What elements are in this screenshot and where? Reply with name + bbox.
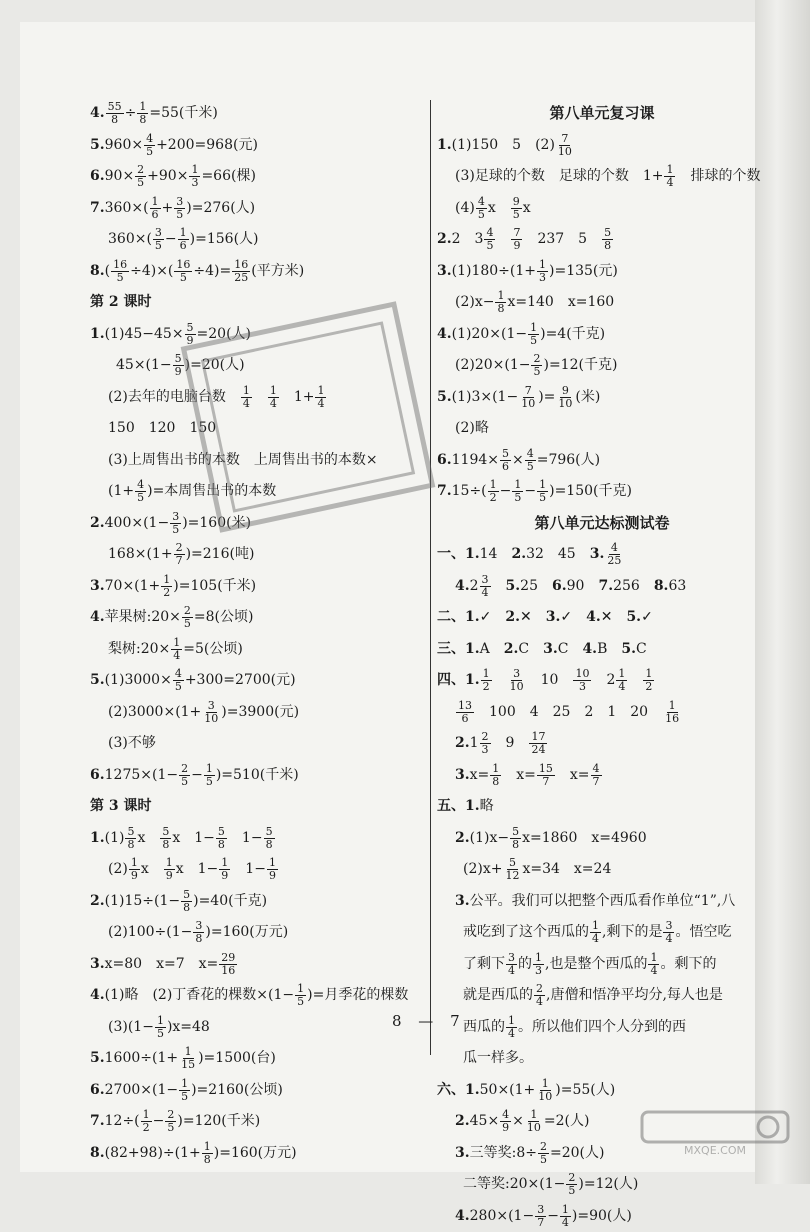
fraction: $\frac{55}{8}$ xyxy=(106,101,124,126)
fraction: $\frac{1}{4}$ xyxy=(315,385,326,410)
fraction: $\frac{1}{2}$ xyxy=(161,574,172,599)
fraction: $\frac{1}{8}$ xyxy=(490,763,501,788)
answer-line-r31: 瓜一样多。 xyxy=(437,1043,767,1075)
answer-line-r7: (2)x− $\frac{1}{8}$ x=140 x=160 xyxy=(437,287,767,319)
answer-line-r9: (2)20×(1− $\frac{2}{5}$ )=12(千克) xyxy=(437,350,767,382)
fraction: $\frac{3}{4}$ xyxy=(506,952,517,977)
answer-line-r8: 4. (1)20×(1− $\frac{1}{5}$ )=4(千克) xyxy=(437,319,767,351)
answer-line-l13: (1+ $\frac{4}{5}$ )=本周售出书的本数 xyxy=(90,476,425,508)
answer-line-r13: 7. 15÷( $\frac{1}{2}$ − $\frac{1}{5}$ − $\frac{1}{5}$ )=150(千克) xyxy=(437,476,767,508)
fraction: $\frac{3}{4}$ xyxy=(663,920,674,945)
fraction: $\frac{16}{25}$ xyxy=(232,259,250,284)
fraction: $\frac{7}{10}$ xyxy=(519,385,537,410)
answer-line-r4: (4) $\frac{4}{5}$ x $\frac{9}{5}$ x xyxy=(437,193,767,225)
fraction: $\frac{5}{9}$ xyxy=(185,322,196,347)
fraction: $\frac{2}{5}$ xyxy=(165,1109,176,1134)
fraction: $\frac{5}{8}$ xyxy=(125,826,136,851)
answer-line-l16: 3. 70×(1+ $\frac{1}{2}$ )=105(千米) xyxy=(90,571,425,603)
fraction: $\frac{9}{5}$ xyxy=(511,196,522,221)
answer-line-r30: 西瓜的 $\frac{1}{4}$ 。所以他们四个人分到的西 xyxy=(437,1012,767,1044)
answer-line-l34: 8. (82+98)÷(1+ $\frac{1}{8}$ )=160(万元) xyxy=(90,1138,425,1170)
answer-line-l24: 1. (1) $\frac{5}{8}$ x $\frac{5}{8}$ x 1− $\frac{5}{8}$ 1− $\frac{5}{8}$ xyxy=(90,823,425,855)
fraction: $\frac{1}{5}$ xyxy=(204,763,215,788)
fraction: $\frac{2}{4}$ xyxy=(534,983,545,1008)
svg-text:MXQE.COM: MXQE.COM xyxy=(684,1144,746,1157)
answer-line-r14: 第八单元达标测试卷 xyxy=(437,508,767,540)
answer-line-r27: 戒吃到了这个西瓜的 $\frac{1}{4}$ ,剩下的是 $\frac{3}{4}$ 。悟空吃 xyxy=(437,917,767,949)
answer-line-r26: 3. 公平。我们可以把整个西瓜看作单位“1”,八 xyxy=(437,886,767,918)
fraction: $\frac{5}{8}$ xyxy=(181,889,192,914)
answer-line-r34: 3. 三等奖:8÷ $\frac{2}{5}$ =20(人) xyxy=(437,1138,767,1170)
fraction: $\frac{16}{5}$ xyxy=(174,259,192,284)
watermark-logo xyxy=(640,1110,790,1158)
answer-line-r36: 4. 280×(1− $\frac{3}{7}$ − $\frac{1}{4}$ )=90(人) xyxy=(437,1201,767,1232)
fraction: $\frac{3}{5}$ xyxy=(153,227,164,252)
answer-line-l30: (3)(1− $\frac{1}{5}$ )x=48 xyxy=(90,1012,425,1044)
answer-line-l7: 第 2 课时 xyxy=(90,287,425,319)
fraction: $\frac{1}{4}$ xyxy=(506,1015,517,1040)
fraction: $\frac{4}{5}$ xyxy=(144,133,155,158)
answer-line-r16: 4. 2 $\frac{3}{4}$ 5. 25 6. 90 7. 256 8. 63 xyxy=(437,571,767,603)
fraction: $\frac{4}{5}$ xyxy=(135,479,146,504)
answer-line-l20: (2)3000×(1+ $\frac{3}{10}$ )=3900(元) xyxy=(90,697,425,729)
fraction: $\frac{1}{4}$ xyxy=(560,1204,571,1229)
answer-line-r25: (2)x+ $\frac{5}{12}$ x=34 x=24 xyxy=(437,854,767,886)
fraction: $\frac{2}{3}$ xyxy=(480,731,491,756)
answer-line-l32: 6. 2700×(1− $\frac{1}{5}$ )=2160(公顷) xyxy=(90,1075,425,1107)
fraction: $\frac{29}{16}$ xyxy=(219,952,237,977)
fraction: $\frac{1}{2}$ xyxy=(481,668,492,693)
answer-line-l5: 360×( $\frac{3}{5}$ − $\frac{1}{6}$ )=156(人) xyxy=(90,224,425,256)
answer-line-r19: 四、1. $\frac{1}{2}$ $\frac{3}{10}$ 10 $\frac{10}{3}$ 2 $\frac{1}{4}$ $\frac{1}{2}$ xyxy=(437,665,767,697)
answer-line-l2: 5. 960× $\frac{4}{5}$ +200=968(元) xyxy=(90,130,425,162)
answer-line-r23: 五、1. 略 xyxy=(437,791,767,823)
answer-line-l10: (2)去年的电脑台数 $\frac{1}{4}$ $\frac{1}{4}$ 1+ $\frac{1}{4}$ xyxy=(90,382,425,414)
fraction: $\frac{1}{6}$ xyxy=(178,227,189,252)
answer-line-l29: 4. (1)略 (2)丁香花的棵数×(1− $\frac{1}{5}$ )=月季花的棵数 xyxy=(90,980,425,1012)
fraction: $\frac{3}{4}$ xyxy=(480,574,491,599)
column-divider xyxy=(430,100,431,1055)
fraction: $\frac{3}{10}$ xyxy=(508,668,526,693)
fraction: $\frac{4}{7}$ xyxy=(591,763,602,788)
answer-line-l28: 3. x=80 x=7 x= $\frac{29}{16}$ xyxy=(90,949,425,981)
fraction: $\frac{4}{5}$ xyxy=(476,196,487,221)
answer-line-r6: 3. (1)180÷(1+ $\frac{1}{3}$ )=135(元) xyxy=(437,256,767,288)
answer-line-r24: 2. (1)x− $\frac{5}{8}$ x=1860 x=4960 xyxy=(437,823,767,855)
answer-line-r5: 2. 2 3 $\frac{4}{5}$ $\frac{7}{9}$ 237 5 $\frac{5}{8}$ xyxy=(437,224,767,256)
fraction: $\frac{13}{6}$ xyxy=(456,700,474,725)
fraction: $\frac{1}{8}$ xyxy=(202,1141,213,1166)
fraction: $\frac{1}{5}$ xyxy=(295,983,306,1008)
answer-line-r20: $\frac{13}{6}$ 100 4 25 2 1 20 $\frac{1}{16}$ xyxy=(437,697,767,729)
answer-line-r1: 第八单元复习课 xyxy=(437,98,767,130)
answer-line-l9: 45×(1− $\frac{5}{9}$ )=20(人) xyxy=(90,350,425,382)
fraction: $\frac{1}{10}$ xyxy=(525,1109,543,1134)
answer-line-l17: 4. 苹果树:20× $\frac{2}{5}$ =8(公顷) xyxy=(90,602,425,634)
answer-line-l23: 第 3 课时 xyxy=(90,791,425,823)
answer-line-l25: (2) $\frac{1}{9}$ x $\frac{1}{9}$ x 1− $\frac{1}{9}$ 1− $\frac{1}{9}$ xyxy=(90,854,425,886)
fraction: $\frac{2}{5}$ xyxy=(179,763,190,788)
answer-line-r12: 6. 1194× $\frac{5}{6}$ × $\frac{4}{5}$ =796(人) xyxy=(437,445,767,477)
fraction: $\frac{1}{9}$ xyxy=(164,857,175,882)
fraction: $\frac{2}{7}$ xyxy=(174,542,185,567)
fraction: $\frac{4}{25}$ xyxy=(605,542,623,567)
fraction: $\frac{1}{15}$ xyxy=(179,1046,197,1071)
fraction: $\frac{2}{5}$ xyxy=(135,164,146,189)
fraction: $\frac{3}{5}$ xyxy=(170,511,181,536)
answer-line-r33: 2. 45× $\frac{4}{9}$ × $\frac{1}{10}$ =2(人) xyxy=(437,1106,767,1138)
answer-line-l1: 4. $\frac{55}{8}$ ÷ $\frac{1}{8}$ =55(千米) xyxy=(90,98,425,130)
fraction: $\frac{3}{7}$ xyxy=(535,1204,546,1229)
answer-line-r35: 二等奖:20×(1− $\frac{2}{5}$ )=12(人) xyxy=(437,1169,767,1201)
fraction: $\frac{15}{7}$ xyxy=(537,763,555,788)
fraction: $\frac{1}{9}$ xyxy=(267,857,278,882)
right-answer-column xyxy=(437,98,767,1232)
answer-line-r21: 2. 1 $\frac{2}{3}$ 9 $\frac{17}{24}$ xyxy=(437,728,767,760)
fraction: $\frac{7}{9}$ xyxy=(511,227,522,252)
fraction: $\frac{2}{5}$ xyxy=(531,353,542,378)
answer-line-r10: 5. (1)3×(1− $\frac{7}{10}$ )= $\frac{9}{10}$ (米) xyxy=(437,382,767,414)
fraction: $\frac{17}{24}$ xyxy=(529,731,547,756)
answer-line-l4: 7. 360×( $\frac{1}{6}$ + $\frac{3}{5}$ )=276(人) xyxy=(90,193,425,225)
fraction: $\frac{5}{8}$ xyxy=(264,826,275,851)
fraction: $\frac{1}{9}$ xyxy=(219,857,230,882)
fraction: $\frac{1}{10}$ xyxy=(536,1078,554,1103)
answer-line-r15: 一、1. 14 2. 32 45 3. $\frac{4}{25}$ xyxy=(437,539,767,571)
answer-line-r3: (3)足球的个数 足球的个数 1+ $\frac{1}{4}$ 排球的个数 xyxy=(437,161,767,193)
page-number: 8 — 7 xyxy=(392,1012,466,1030)
fraction: $\frac{1}{3}$ xyxy=(537,259,548,284)
answer-line-r28: 了剩下 $\frac{3}{4}$ 的 $\frac{1}{3}$ ,也是整个西瓜的 $\frac{1}{4}$ 。剩下的 xyxy=(437,949,767,981)
fraction: $\frac{1}{4}$ xyxy=(648,952,659,977)
answer-line-l3: 6. 90× $\frac{2}{5}$ +90× $\frac{1}{3}$ =66(棵) xyxy=(90,161,425,193)
fraction: $\frac{5}{12}$ xyxy=(503,857,521,882)
fraction: $\frac{5}{6}$ xyxy=(500,448,511,473)
fraction: $\frac{1}{5}$ xyxy=(528,322,539,347)
fraction: $\frac{1}{5}$ xyxy=(512,479,523,504)
answer-line-r32: 六、1. 50×(1+ $\frac{1}{10}$ )=55(人) xyxy=(437,1075,767,1107)
answer-line-l6: 8. ( $\frac{16}{5}$ ÷4)×( $\frac{16}{5}$ ÷4)= $\frac{16}{25}$ (平方米) xyxy=(90,256,425,288)
fraction: $\frac{5}{8}$ xyxy=(216,826,227,851)
fraction: $\frac{1}{3}$ xyxy=(533,952,544,977)
answer-line-l31: 5. 1600÷(1+ $\frac{1}{15}$ )=1500(台) xyxy=(90,1043,425,1075)
answer-line-l12: (3)上周售出书的本数 上周售出书的本数× xyxy=(90,445,425,477)
answer-line-l19: 5. (1)3000× $\frac{4}{5}$ +300=2700(元) xyxy=(90,665,425,697)
fraction: $\frac{1}{16}$ xyxy=(663,700,681,725)
fraction: $\frac{1}{8}$ xyxy=(495,290,506,315)
fraction: $\frac{1}{6}$ xyxy=(150,196,161,221)
fraction: $\frac{1}{4}$ xyxy=(664,164,675,189)
answer-line-r2: 1. (1)150 5 (2) $\frac{7}{10}$ xyxy=(437,130,767,162)
fraction: $\frac{1}{5}$ xyxy=(537,479,548,504)
fraction: $\frac{1}{5}$ xyxy=(179,1078,190,1103)
fraction: $\frac{1}{5}$ xyxy=(155,1015,166,1040)
answer-line-l21: (3)不够 xyxy=(90,728,425,760)
answer-line-l33: 7. 12÷( $\frac{1}{2}$ − $\frac{2}{5}$ )=120(千米) xyxy=(90,1106,425,1138)
fraction: $\frac{1}{2}$ xyxy=(488,479,499,504)
fraction: $\frac{16}{5}$ xyxy=(111,259,129,284)
fraction: $\frac{7}{10}$ xyxy=(556,133,574,158)
fraction: $\frac{5}{8}$ xyxy=(602,227,613,252)
answer-line-r11: (2)略 xyxy=(437,413,767,445)
left-answer-column xyxy=(90,98,425,1169)
fraction: $\frac{10}{3}$ xyxy=(573,668,591,693)
fraction: $\frac{3}{10}$ xyxy=(202,700,220,725)
fraction: $\frac{1}{3}$ xyxy=(189,164,200,189)
fraction: $\frac{5}{9}$ xyxy=(173,353,184,378)
answer-line-l22: 6. 1275×(1− $\frac{2}{5}$ − $\frac{1}{5}$ )=510(千米) xyxy=(90,760,425,792)
answer-line-l14: 2. 400×(1− $\frac{3}{5}$ )=160(米) xyxy=(90,508,425,540)
fraction: $\frac{1}{2}$ xyxy=(141,1109,152,1134)
fraction: $\frac{1}{4}$ xyxy=(268,385,279,410)
fraction: $\frac{1}{2}$ xyxy=(643,668,654,693)
answer-line-r18: 三、1. A 2. C 3. C 4. B 5. C xyxy=(437,634,767,666)
fraction: $\frac{2}{5}$ xyxy=(182,605,193,630)
fraction: $\frac{4}{9}$ xyxy=(500,1109,511,1134)
fraction: $\frac{9}{10}$ xyxy=(556,385,574,410)
fraction: $\frac{5}{8}$ xyxy=(160,826,171,851)
fraction: $\frac{1}{4}$ xyxy=(616,668,627,693)
fraction: $\frac{1}{4}$ xyxy=(590,920,601,945)
fraction: $\frac{2}{5}$ xyxy=(566,1172,577,1197)
fraction: $\frac{5}{8}$ xyxy=(510,826,521,851)
fraction: $\frac{1}{9}$ xyxy=(129,857,140,882)
answer-line-l8: 1. (1)45−45× $\frac{5}{9}$ =20(人) xyxy=(90,319,425,351)
answer-line-l26: 2. (1)15÷(1− $\frac{5}{8}$ )=40(千克) xyxy=(90,886,425,918)
answer-line-r17: 二、1. ✓ 2. ✕ 3. ✓ 4. ✕ 5. ✓ xyxy=(437,602,767,634)
answer-line-l15: 168×(1+ $\frac{2}{7}$ )=216(吨) xyxy=(90,539,425,571)
fraction: $\frac{3}{5}$ xyxy=(174,196,185,221)
fraction: $\frac{1}{4}$ xyxy=(241,385,252,410)
fraction: $\frac{3}{8}$ xyxy=(193,920,204,945)
answer-line-l27: (2)100÷(1− $\frac{3}{8}$ )=160(万元) xyxy=(90,917,425,949)
answer-line-r22: 3. x= $\frac{1}{8}$ x= $\frac{15}{7}$ x= $\frac{4}{7}$ xyxy=(437,760,767,792)
fraction: $\frac{4}{5}$ xyxy=(484,227,495,252)
fraction: $\frac{1}{8}$ xyxy=(137,101,148,126)
fraction: $\frac{2}{5}$ xyxy=(538,1141,549,1166)
fraction: $\frac{4}{5}$ xyxy=(525,448,536,473)
answer-line-l11: 150 120 150 xyxy=(90,413,425,445)
fraction: $\frac{4}{5}$ xyxy=(173,668,184,693)
answer-line-l18: 梨树:20× $\frac{1}{4}$ =5(公顷) xyxy=(90,634,425,666)
fraction: $\frac{1}{4}$ xyxy=(171,637,182,662)
answer-line-r29: 就是西瓜的 $\frac{2}{4}$ ,唐僧和悟净平均分,每人也是 xyxy=(437,980,767,1012)
